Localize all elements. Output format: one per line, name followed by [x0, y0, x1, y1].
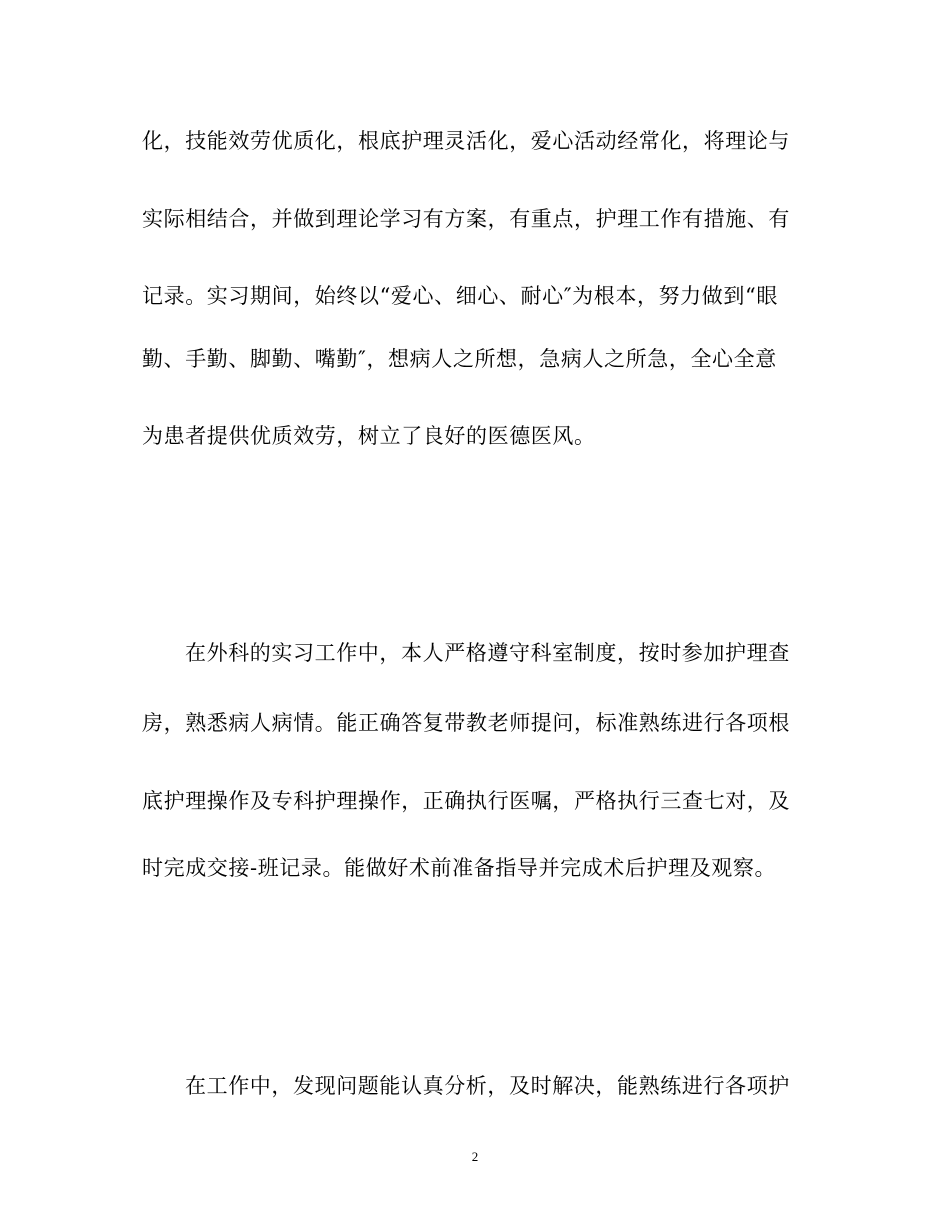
paragraph-line: 在外科的实习工作中，本人严格遵守科室制度，按时参加护理查 [185, 641, 790, 665]
paragraph-line: 时完成交接-班记录。能做好术前准备指导并完成术后护理及观察。 [142, 856, 777, 880]
paragraph-line: 勤、手勤、脚勤、嘴勤″，想病人之所想，急病人之所急，全心全意 [142, 347, 777, 371]
paragraph-line: 底护理操作及专科护理操作，正确执行医嘱，严格执行三查七对，及 [142, 789, 790, 813]
page-number: 2 [471, 1149, 479, 1164]
paragraph-line: 在工作中，发现问题能认真分析，及时解决，能熟练进行各项护 [185, 1074, 790, 1098]
paragraph-line: 房，熟悉病人病情。能正确答复带教老师提问，标准熟练进行各项根 [142, 711, 790, 735]
paragraph-line: 实际相结合，并做到理论学习有方案，有重点，护理工作有措施、有 [142, 207, 790, 231]
paragraph-line: 记录。实习期间，始终以“爱心、细心、耐心″为根本，努力做到“眼 [142, 284, 778, 308]
paragraph-line: 化，技能效劳优质化，根底护理灵活化，爱心活动经常化，将理论与 [142, 129, 790, 153]
paragraph-line: 为患者提供优质效劳，树立了良好的医德医风。 [142, 424, 596, 448]
